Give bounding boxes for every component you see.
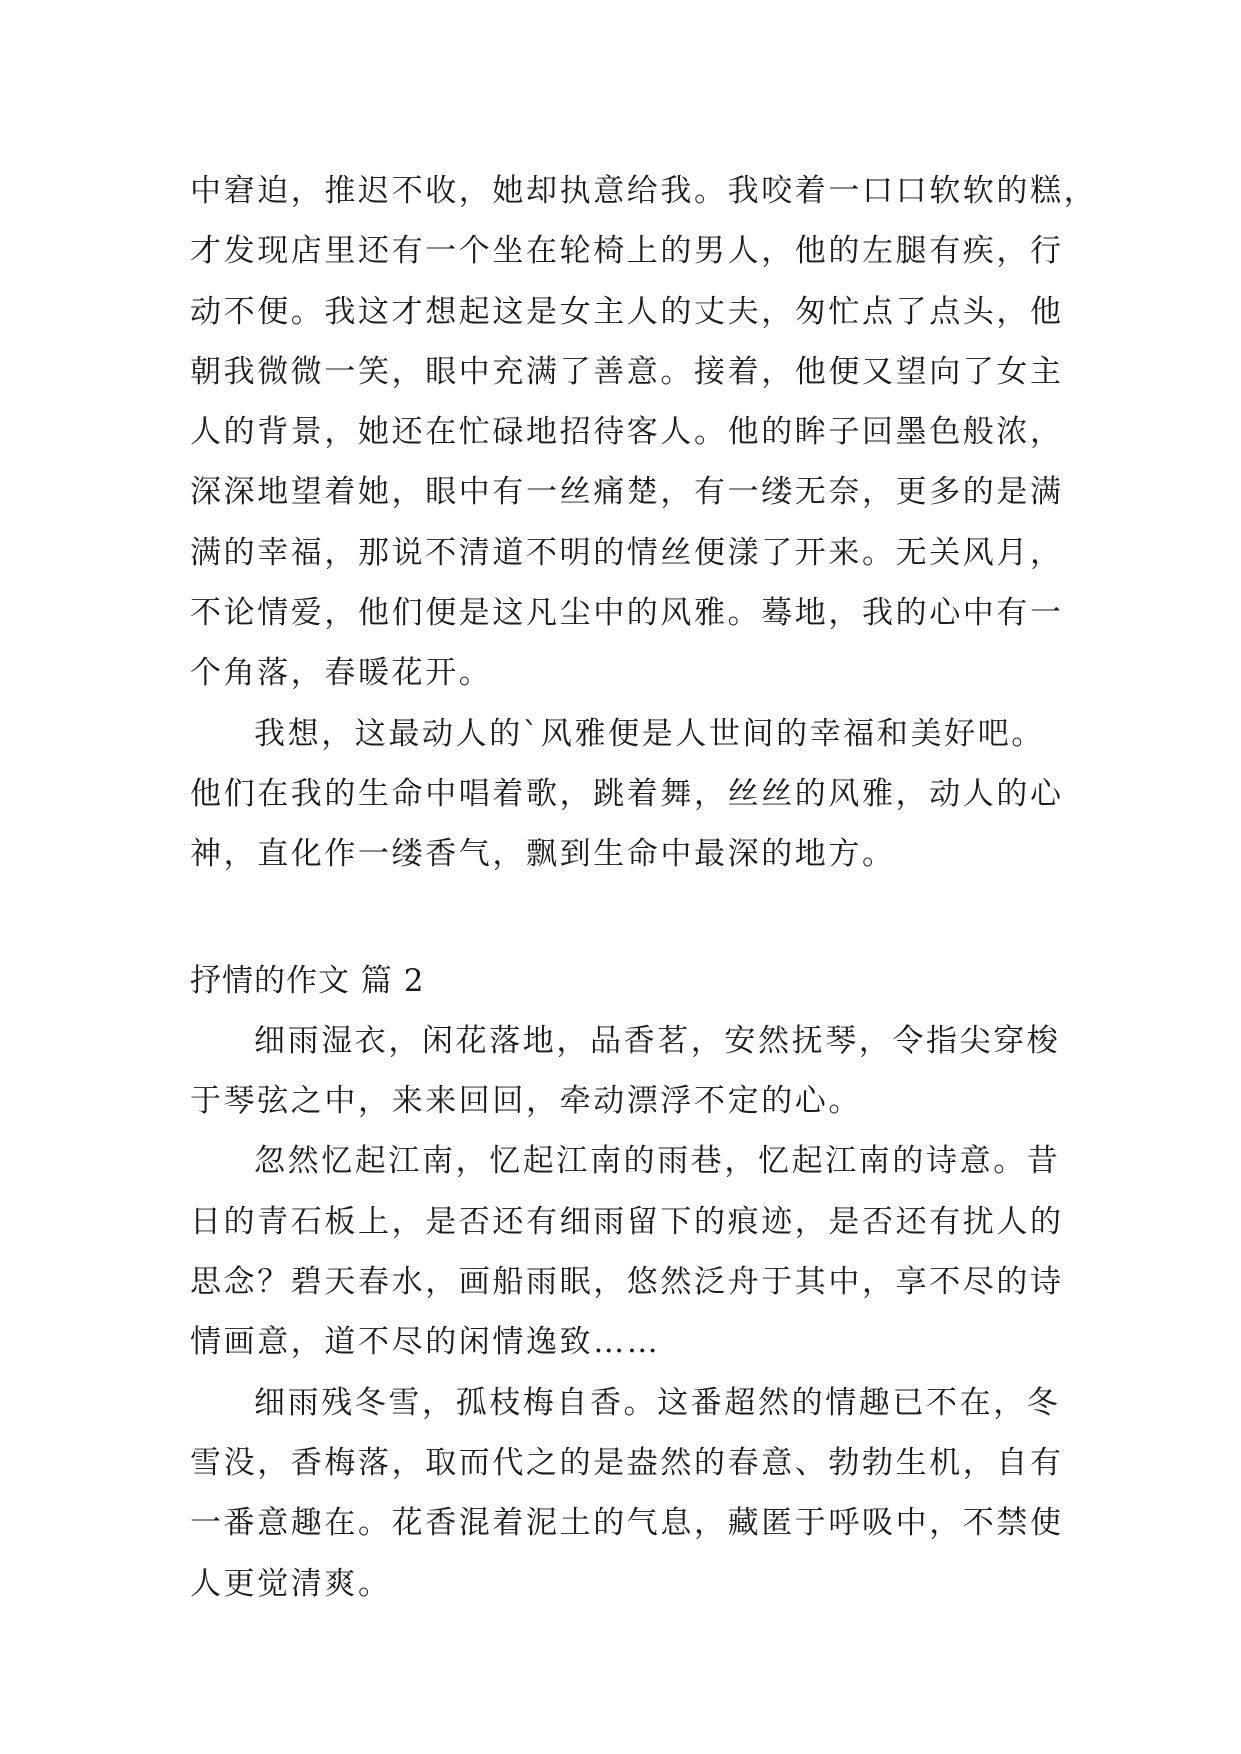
document-body — [190, 161, 1098, 1614]
text-line: 一番意趣在。花香混着泥土的气息，藏匿于呼吸中，不禁使 — [190, 1505, 1064, 1542]
text-line: 思念？碧天春水，画船雨眠，悠然泛舟于其中，享不尽的诗 — [190, 1264, 1064, 1301]
text-line: 情画意，道不尽的闲情逸致…… — [190, 1324, 661, 1361]
paragraph-start-line: 细雨湿衣，闲花落地，品香茗，安然抚琴，令指尖穿梭 — [254, 1022, 1061, 1059]
paragraph-start-line: 细雨残冬雪，孤枝梅自香。这番超然的情趣已不在，冬 — [254, 1384, 1061, 1421]
text-line: 他们在我的生命中唱着歌，跳着舞，丝丝的风雅，动人的心 — [190, 775, 1064, 812]
text-line: 不论情爱，他们便是这凡尘中的风雅。蓦地，我的心中有一 — [190, 595, 1064, 632]
section-1 — [190, 161, 1098, 885]
section-2 — [190, 1011, 1064, 1614]
text-line: 中窘迫，推迟不收，她却执意给我。我咬着一口口软软的糕， — [190, 173, 1098, 209]
paragraph-start-line: 忽然忆起江南，忆起江南的雨巷，忆起江南的诗意。昔 — [254, 1143, 1061, 1180]
text-line: 人的背景，她还在忙碌地招待客人。他的眸子回墨色般浓， — [190, 414, 1064, 451]
text-line: 日的青石板上，是否还有细雨留下的痕迹，是否还有扰人的 — [190, 1203, 1064, 1240]
text-line: 人更觉清爽。 — [190, 1565, 392, 1602]
text-line: 满的幸福，那说不清道不明的情丝便漾了开来。无关风月， — [190, 534, 1064, 571]
text-line: 才发现店里还有一个坐在轮椅上的男人，他的左腿有疾，行 — [190, 233, 1064, 270]
text-line: 雪没，香梅落，取而代之的是盎然的春意、勃勃生机，自有 — [190, 1444, 1064, 1481]
text-line: 神，直化作一缕香气，飘到生命中最深的地方。 — [190, 836, 896, 873]
text-line: 动不便。我这才想起这是女主人的丈夫，匆忙点了点头，他 — [190, 293, 1064, 330]
text-line: 朝我微微一笑，眼中充满了善意。接着，他便又望向了女主 — [190, 353, 1064, 390]
text-line: 于琴弦之中，来来回回，牵动漂浮不定的心。 — [190, 1083, 862, 1120]
text-line: 个角落，春暖花开。 — [190, 655, 493, 692]
paragraph-start-line: 我想，这最动人的`风雅便是人世间的幸福和美好吧。 — [254, 715, 1045, 752]
section-gap — [190, 885, 1060, 951]
section-heading: 抒情的作文 篇 2 — [190, 962, 425, 999]
text-line: 深深地望着她，眼中有一丝痛楚，有一缕无奈，更多的是满 — [190, 474, 1064, 511]
